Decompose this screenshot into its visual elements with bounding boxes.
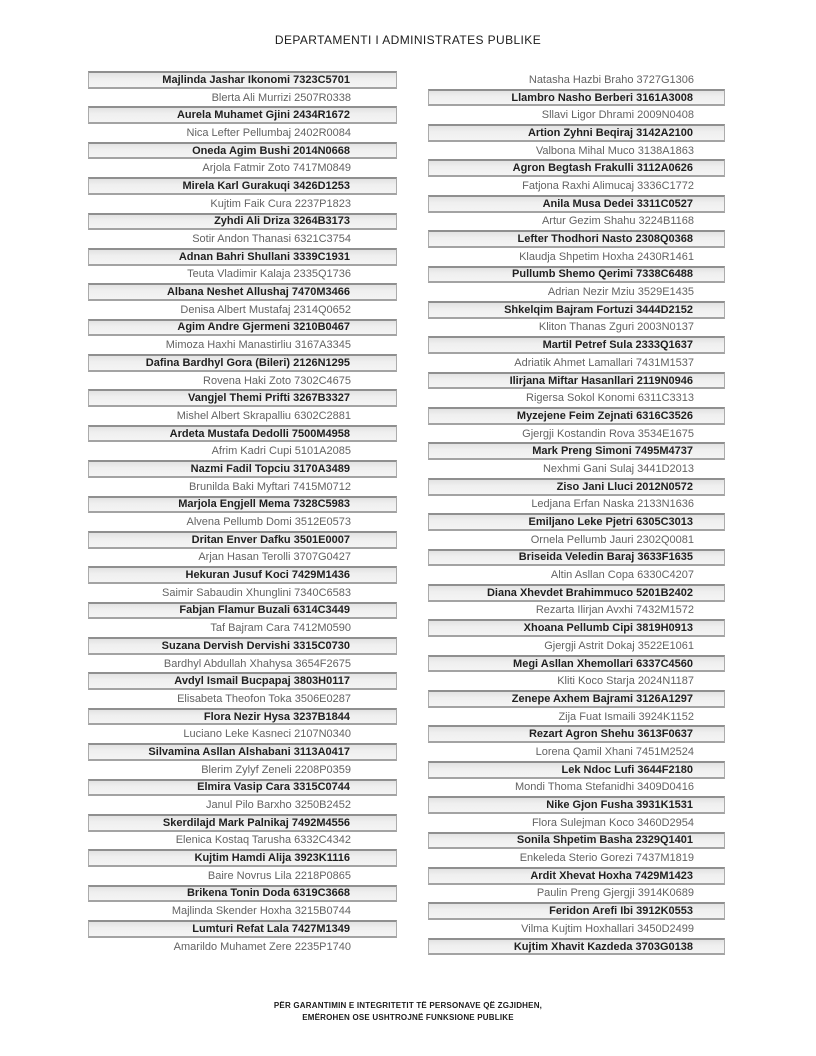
list-item: Nazmi Fadil Topciu 3170A3489	[88, 460, 397, 478]
list-item: Rezart Agron Shehu 3613F0637	[428, 725, 725, 743]
list-item: Silvamina Asllan Alshabani 3113A0417	[88, 743, 397, 761]
list-item: Paulin Preng Gjergji 3914K0689	[536, 887, 694, 900]
list-item: Blerim Zylyf Zeneli 2208P0359	[201, 763, 351, 776]
list-item: Rigersa Sokol Konomi 6311C3313	[526, 392, 694, 405]
list-item: Natasha Hazbi Braho 3727G1306	[528, 73, 694, 86]
list-item: Kliti Koco Starja 2024N1187	[557, 675, 694, 688]
list-item: Sllavi Ligor Dhrami 2009N0408	[541, 109, 694, 122]
list-item: Suzana Dervish Dervishi 3315C0730	[88, 637, 397, 655]
list-item: Sotir Andon Thanasi 6321C3754	[192, 233, 351, 246]
list-item: Vangjel Themi Prifti 3267B3327	[88, 389, 397, 407]
list-item: Amarildo Muhamet Zere 2235P1740	[173, 940, 351, 953]
list-item: Rezarta Ilirjan Avxhi 7432M1572	[535, 604, 694, 617]
list-item: Skerdilajd Mark Palnikaj 7492M4556	[88, 814, 397, 832]
footer-line-2: EMËROHEN OSE USHTROJNË FUNKSIONE PUBLIKE	[302, 1012, 514, 1022]
list-item: Lefter Thodhori Nasto 2308Q0368	[428, 230, 725, 248]
list-item: Rovena Haki Zoto 7302C4675	[203, 374, 351, 387]
list-item: Diana Xhevdet Brahimmuco 5201B2402	[428, 584, 725, 602]
list-item: Mark Preng Simoni 7495M4737	[428, 442, 725, 460]
list-item: Bardhyl Abdullah Xhahysa 3654F2675	[163, 657, 351, 670]
list-item: Brikena Tonin Doda 6319C3668	[88, 885, 397, 903]
list-item: Nexhmi Gani Sulaj 3441D2013	[542, 462, 694, 475]
list-item: Artur Gezim Shahu 3224B1168	[541, 215, 694, 228]
list-item: Myzejene Feim Zejnati 6316C3526	[428, 407, 725, 425]
list-item: Ledjana Erfan Naska 2133N1636	[531, 498, 694, 511]
list-item: Saimir Sabaudin Xhunglini 7340C6583	[162, 586, 351, 599]
list-item: Avdyl Ismail Bucpapaj 3803H0117	[88, 672, 397, 690]
page-footer	[0, 1000, 816, 1023]
list-item: Nike Gjon Fusha 3931K1531	[428, 796, 725, 814]
list-item: Artion Zyhni Beqiraj 3142A2100	[428, 124, 725, 142]
list-item: Teuta Vladimir Kalaja 2335Q1736	[187, 268, 351, 281]
list-item: Pullumb Shemo Qerimi 7338C6488	[428, 266, 725, 284]
list-item: Agron Begtash Frakulli 3112A0626	[428, 159, 725, 177]
list-item: Briseida Veledin Baraj 3633F1635	[428, 549, 725, 567]
list-item: Hekuran Jusuf Koci 7429M1436	[88, 566, 397, 584]
list-item: Agim Andre Gjermeni 3210B0467	[88, 319, 397, 337]
list-item: Zija Fuat Ismaili 3924K1152	[558, 710, 694, 723]
list-item: Fatjona Raxhi Alimucaj 3336C1772	[522, 179, 694, 192]
name-list-left	[88, 71, 397, 955]
list-item: Ardit Xhevat Hoxha 7429M1423	[428, 867, 725, 885]
list-item: Fabjan Flamur Buzali 6314C3449	[88, 602, 397, 620]
list-item: Emiljano Leke Pjetri 6305C3013	[428, 513, 725, 531]
list-item: Mondi Thoma Stefanidhi 3409D0416	[515, 781, 694, 794]
list-item: Luciano Leke Kasneci 2107N0340	[183, 728, 351, 741]
list-item: Afrim Kadri Cupi 5101A2085	[211, 445, 351, 458]
list-item: Kujtim Hamdi Alija 3923K1116	[88, 849, 397, 867]
name-list-right	[428, 71, 725, 955]
list-item: Flora Sulejman Koco 3460D2954	[531, 816, 694, 829]
list-item: Zyhdi Ali Driza 3264B3173	[88, 213, 397, 231]
list-item: Kliton Thanas Zguri 2003N0137	[538, 321, 694, 334]
list-item: Oneda Agim Bushi 2014N0668	[88, 142, 397, 160]
list-item: Baire Novrus Lila 2218P0865	[207, 869, 351, 882]
list-item: Adrian Nezir Mziu 3529E1435	[547, 286, 694, 299]
list-item: Aurela Muhamet Gjini 2434R1672	[88, 106, 397, 124]
list-item: Adnan Bahri Shullani 3339C1931	[88, 248, 397, 266]
list-item: Lumturi Refat Lala 7427M1349	[88, 920, 397, 938]
list-item: Nica Lefter Pellumbaj 2402R0084	[186, 126, 351, 139]
list-item: Altin Asllan Copa 6330C4207	[550, 569, 694, 582]
list-item: Ziso Jani Lluci 2012N0572	[428, 478, 725, 496]
list-item: Janul Pilo Barxho 3250B2452	[206, 799, 351, 812]
list-item: Mimoza Haxhi Manastirliu 3167A3345	[165, 339, 351, 352]
list-item: Ornela Pellumb Jauri 2302Q0081	[530, 533, 694, 546]
list-item: Klaudja Shpetim Hoxha 2430R1461	[519, 250, 694, 263]
list-item: Dafina Bardhyl Gora (Bileri) 2126N1295	[88, 354, 397, 372]
list-item: Kujtim Xhavit Kazdeda 3703G0138	[428, 938, 725, 956]
list-item: Feridon Arefi Ibi 3912K0553	[428, 902, 725, 920]
list-item: Mirela Karl Gurakuqi 3426D1253	[88, 177, 397, 195]
list-item: Gjergji Astrit Dokaj 3522E1061	[544, 639, 694, 652]
list-item: Shkelqim Bajram Fortuzi 3444D2152	[428, 301, 725, 319]
list-item: Adriatik Ahmet Lamallari 7431M1537	[514, 356, 694, 369]
list-item: Zenepe Axhem Bajrami 3126A1297	[428, 690, 725, 708]
list-item: Xhoana Pellumb Cipi 3819H0913	[428, 619, 725, 637]
list-item: Elmira Vasip Cara 3315C0744	[88, 779, 397, 797]
list-item: Anila Musa Dedei 3311C0527	[428, 195, 725, 213]
list-item: Gjergji Kostandin Rova 3534E1675	[522, 427, 694, 440]
list-item: Lorena Qamil Xhani 7451M2524	[535, 745, 694, 758]
list-item: Ardeta Mustafa Dedolli 7500M4958	[88, 425, 397, 443]
list-item: Taf Bajram Cara 7412M0590	[210, 622, 351, 635]
list-item: Albana Neshet Allushaj 7470M3466	[88, 283, 397, 301]
list-item: Alvena Pellumb Domi 3512E0573	[186, 516, 351, 529]
list-item: Dritan Enver Dafku 3501E0007	[88, 531, 397, 549]
list-item: Denisa Albert Mustafaj 2314Q0652	[180, 303, 351, 316]
list-item: Elenica Kostaq Tarusha 6332C4342	[175, 834, 351, 847]
list-item: Arjola Fatmir Zoto 7417M0849	[202, 162, 351, 175]
list-item: Valbona Mihal Muco 3138A1863	[535, 144, 694, 157]
list-item: Mishel Albert Skrapalliu 6302C2881	[176, 409, 351, 422]
list-item: Kujtim Faik Cura 2237P1823	[210, 197, 351, 210]
list-item: Arjan Hasan Terolli 3707G0427	[198, 551, 351, 564]
page-title: DEPARTAMENTI I ADMINISTRATES PUBLIKE	[274, 33, 542, 47]
list-item: Marjola Engjell Mema 7328C5983	[88, 496, 397, 514]
list-item: Brunilda Baki Myftari 7415M0712	[188, 480, 351, 493]
list-item: Majlinda Skender Hoxha 3215B0744	[171, 905, 351, 918]
list-item: Lek Ndoc Lufi 3644F2180	[428, 761, 725, 779]
list-item: Sonila Shpetim Basha 2329Q1401	[428, 832, 725, 850]
list-item: Blerta Ali Murrizi 2507R0338	[211, 91, 351, 104]
list-item: Elisabeta Theofon Toka 3506E0287	[177, 692, 351, 705]
list-item: Martil Petref Sula 2333Q1637	[428, 336, 725, 354]
list-item: Megi Asllan Xhemollari 6337C4560	[428, 655, 725, 673]
list-item: Flora Nezir Hysa 3237B1844	[88, 708, 397, 726]
list-item: Llambro Nasho Berberi 3161A3008	[428, 89, 725, 107]
list-item: Vilma Kujtim Hoxhallari 3450D2499	[521, 922, 694, 935]
list-item: Ilirjana Miftar Hasanllari 2119N0946	[428, 372, 725, 390]
list-item: Enkeleda Sterio Gorezi 7437M1819	[519, 852, 694, 865]
footer-line-1: PËR GARANTIMIN E INTEGRITETIT TË PERSONAVE QË ZGJIDHEN,	[273, 1001, 543, 1010]
list-item: Majlinda Jashar Ikonomi 7323C5701	[88, 71, 397, 89]
